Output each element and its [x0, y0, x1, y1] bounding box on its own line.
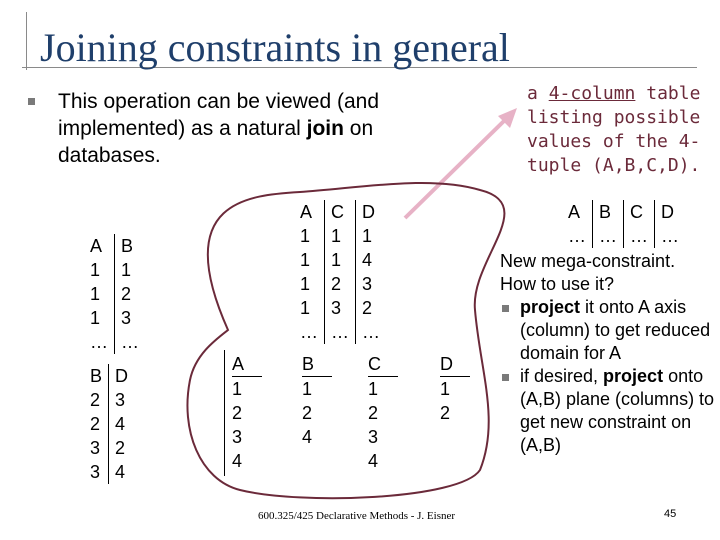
right-b1-rest: it onto A axis (column) to get reduced domain for A [520, 297, 711, 363]
right-line-2: How to use it? [500, 274, 615, 294]
join-cell: 1 [302, 379, 313, 399]
table-cell: 3 [90, 462, 101, 482]
table-ab [84, 234, 145, 354]
slide-title: Joining constraints in general [40, 25, 510, 70]
table-row [294, 296, 386, 320]
right-b2-prefix: if desired, [520, 366, 604, 386]
right-bullet-2 [500, 365, 715, 457]
join-col-b [302, 352, 332, 449]
join-cell: 3 [232, 427, 243, 447]
table-cell: … [115, 330, 146, 354]
join-header-a: A [232, 352, 262, 377]
table-cell: 1 [90, 308, 101, 328]
table-cell: 4 [109, 460, 135, 484]
right-b2-bold: project [603, 366, 664, 386]
join-cell: 2 [368, 403, 379, 423]
table-cell: 1 [325, 224, 356, 248]
table-cell: 2 [115, 282, 146, 306]
join-cell: 4 [232, 451, 243, 471]
join-divider [224, 350, 225, 476]
lead-text-before: This operation can be viewed (and implemented) as a natural [58, 90, 380, 140]
right-bullet-1 [500, 296, 715, 365]
join-cell: 1 [232, 379, 243, 399]
table-header: A [300, 202, 313, 222]
note-prefix: a [527, 83, 549, 104]
note-rest: table listing possible values of the 4-tuple (A,B,C,D). [527, 83, 701, 176]
table-cell: 3 [325, 296, 356, 320]
table-header: D [356, 200, 387, 224]
table-header: C [624, 200, 655, 224]
lead-text-after: on databases. [58, 117, 374, 167]
table-cell: … [593, 224, 624, 248]
table-row [84, 460, 134, 484]
table-row [84, 388, 134, 412]
table-cell: … [300, 322, 318, 342]
table-cell: … [655, 224, 686, 248]
table-row [84, 234, 145, 258]
table-cell: 2 [90, 414, 101, 434]
table-row [84, 330, 145, 354]
table-row [84, 436, 134, 460]
arrow-line [405, 120, 505, 218]
footer-text: 600.325/425 Declarative Methods - J. Eisner [258, 510, 456, 522]
table-row [294, 248, 386, 272]
table-cell: … [624, 224, 655, 248]
table-cell: 1 [300, 298, 311, 318]
table-cell: 1 [325, 248, 356, 272]
table-header: D [655, 200, 686, 224]
join-cell: 2 [302, 403, 313, 423]
table-row [84, 258, 145, 282]
table-acd [294, 200, 386, 344]
table-row [294, 200, 386, 224]
join-col-d [440, 352, 470, 425]
join-cell: 2 [232, 403, 243, 423]
table-row [84, 412, 134, 436]
join-col-c [368, 352, 398, 473]
table-abcd [562, 200, 685, 248]
join-cell: 1 [368, 379, 379, 399]
table-cell: 3 [109, 388, 135, 412]
table-cell: 2 [90, 390, 101, 410]
right-b2-rest: onto (A,B) plane (columns) to get new constraint on (A,B) [520, 366, 715, 455]
table-cell: … [356, 320, 387, 344]
table-header: C [325, 200, 356, 224]
table-cell: 2 [325, 272, 356, 296]
right-b1-bold: project [520, 297, 581, 317]
table-cell: 2 [109, 436, 135, 460]
table-cell: 4 [356, 248, 387, 272]
table-cell: 3 [115, 306, 146, 330]
table-row [84, 282, 145, 306]
table-cell: 1 [356, 224, 387, 248]
join-cell: 1 [440, 379, 451, 399]
join-header-b: B [302, 352, 332, 377]
table-row [84, 364, 134, 388]
table-row [562, 200, 685, 224]
table-cell: 1 [300, 250, 311, 270]
table-header: A [568, 202, 581, 222]
table-cell: 1 [115, 258, 146, 282]
table-header: B [90, 366, 103, 386]
table-header: D [109, 364, 135, 388]
table-cell: 3 [90, 438, 101, 458]
table-row [294, 320, 386, 344]
table-cell: … [90, 332, 108, 352]
table-cell: … [325, 320, 356, 344]
table-cell: 3 [356, 272, 387, 296]
table-header: B [115, 234, 146, 258]
join-col-a [232, 352, 262, 473]
bullet-icon [502, 305, 509, 312]
table-cell: 1 [300, 274, 311, 294]
table-bd [84, 364, 134, 484]
page-number: 45 [664, 508, 677, 520]
note-underlined: 4-column [548, 83, 636, 104]
join-cell: 4 [368, 451, 379, 471]
table-cell: 4 [109, 412, 135, 436]
join-header-d: D [440, 352, 470, 377]
table-cell: … [568, 226, 586, 246]
join-cell: 3 [368, 427, 379, 447]
right-line-1: New mega-constraint. [500, 251, 676, 271]
table-header: A [90, 236, 103, 256]
lead-bold-join: join [306, 117, 344, 140]
table-cell: 2 [356, 296, 387, 320]
bullet-icon [502, 374, 509, 381]
table-cell: 1 [300, 226, 311, 246]
right-text-block [500, 250, 715, 457]
join-header-c: C [368, 352, 398, 377]
join-cell: 4 [302, 427, 313, 447]
table-row [84, 306, 145, 330]
table-row [562, 224, 685, 248]
table-header: B [593, 200, 624, 224]
table-cell: 1 [90, 260, 101, 280]
table-row [294, 224, 386, 248]
table-cell: 1 [90, 284, 101, 304]
join-cell: 2 [440, 403, 451, 423]
table-row [294, 272, 386, 296]
